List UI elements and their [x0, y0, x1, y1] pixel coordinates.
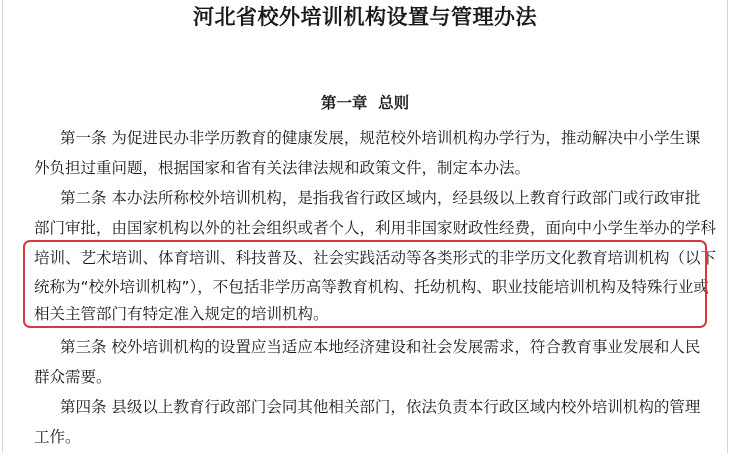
article-2-line-4: 统称为“校外培训机构”），不包括非学历高等教育机构、托幼机构、职业技能培训机构及特殊行业或	[34, 278, 709, 296]
article-2-line-1: 第二条 本办法所称校外培训机构，是指我省行政区域内，经县级以上教育行政部门或行政审批	[60, 189, 701, 207]
article-3-line-1: 第三条 校外培训机构的设置应当适应本地经济建设和社会发展需求，符合教育事业发展和人民	[60, 338, 701, 356]
article-3-line-2: 群众需要。	[34, 368, 112, 386]
article-4-line-1: 第四条 县级以上教育行政部门会同其他相关部门，依法负责本行政区域内校外培训机构的管理	[60, 398, 701, 416]
left-edge-rule	[2, 0, 3, 453]
document-title: 河北省校外培训机构设置与管理办法	[193, 5, 537, 29]
article-2-line-2: 部门审批，由国家机构以外的社会组织或者个人，利用非国家财政性经费，面向中小学生举办的学科	[34, 219, 717, 237]
article-1-line-1: 第一条 为促进民办非学历教育的健康发展，规范校外培训机构办学行为，推动解决中小学生课	[60, 129, 701, 147]
article-4-line-2: 工作。	[34, 428, 81, 446]
article-2-line-3: 培训、艺术培训、体育培训、科技普及、社会实践活动等各类形式的非学历文化教育培训机构（以下	[34, 249, 717, 267]
article-1-line-2: 外负担过重问题，根据国家和省有关法律法规和政策文件，制定本办法。	[34, 159, 531, 177]
right-edge-rule	[727, 0, 728, 453]
article-2-line-5: 相关主管部门有特定准入规定的培训机构。	[34, 305, 329, 323]
chapter-heading: 第一章 总则	[320, 94, 410, 112]
